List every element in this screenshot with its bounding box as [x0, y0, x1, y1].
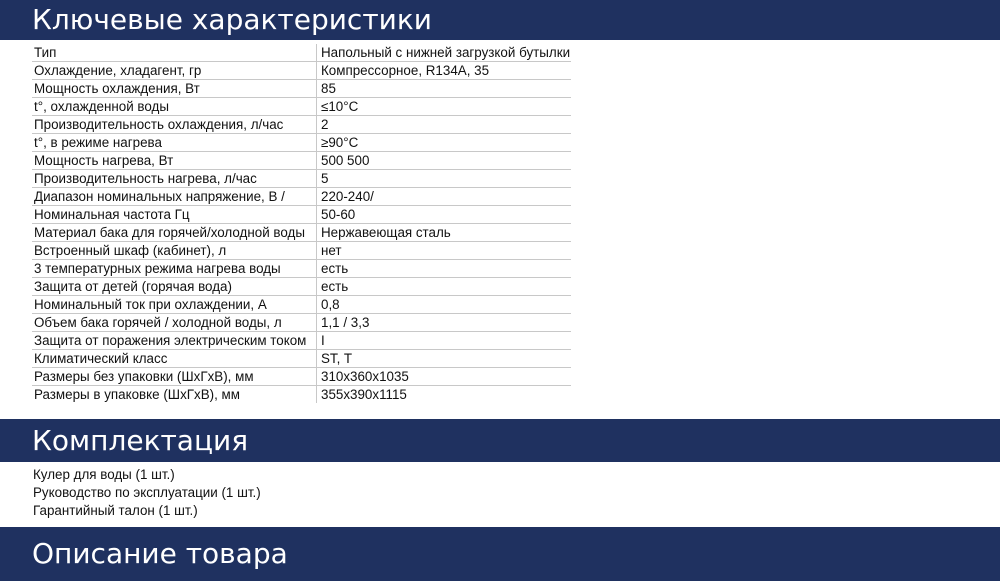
spec-key: Мощность охлаждения, Вт [32, 80, 317, 98]
spec-row [32, 386, 571, 404]
spec-row [32, 152, 571, 170]
spec-value: 500 500 [317, 152, 572, 170]
spec-key: Климатический класс [32, 350, 317, 368]
spec-key: Материал бака для горячей/холодной воды [32, 224, 317, 242]
spec-row [32, 170, 571, 188]
spec-value: 355x390x1115 [321, 387, 407, 402]
spec-row [32, 368, 571, 386]
spec-row [32, 242, 571, 260]
spec-value: есть [317, 260, 572, 278]
spec-key: Защита от детей (горячая вода) [32, 278, 317, 296]
spec-value: I [317, 332, 572, 350]
kit-section-title: Комплектация [32, 423, 249, 457]
spec-key: Номинальный ток при охлаждении, А [32, 296, 317, 314]
spec-key: Номинальная частота Гц [32, 206, 317, 224]
spec-value: нет [317, 242, 572, 260]
spec-key: Производительность нагрева, л/час [32, 170, 317, 188]
spec-key: Встроенный шкаф (кабинет), л [32, 242, 317, 260]
spec-value: ST, T [317, 350, 572, 368]
spec-key: t°, в режиме нагрева [32, 134, 317, 152]
spec-row [32, 116, 571, 134]
spec-key: Размеры без упаковки (ШхГхВ), мм [32, 368, 317, 386]
kit-item: Гарантийный талон (1 шт.) [33, 503, 198, 518]
description-section-header [0, 527, 1000, 581]
spec-value: есть [317, 278, 572, 296]
spec-value: 310x360x1035 [317, 368, 572, 386]
spec-value: Нержавеющая сталь [317, 224, 572, 242]
spec-row [32, 260, 571, 278]
kit-list [33, 466, 261, 520]
kit-item: Руководство по эксплуатации (1 шт.) [33, 485, 261, 500]
spec-key: Охлаждение, хладагент, гр [32, 62, 317, 80]
description-section-title: Описание товара [32, 537, 288, 570]
spec-key: t°, охлажденной воды [32, 98, 317, 116]
spec-key: Мощность нагрева, Вт [32, 152, 317, 170]
spec-value: 50-60 [317, 206, 572, 224]
spec-key: 3 температурных режима нагрева воды [32, 260, 317, 278]
spec-row [32, 332, 571, 350]
specs-table [32, 44, 571, 403]
spec-value: 85 [317, 80, 572, 98]
spec-value: 1,1 / 3,3 [317, 314, 572, 332]
spec-row [32, 278, 571, 296]
specs-section-header [0, 0, 1000, 40]
spec-key: Защита от поражения электрическим током [32, 332, 317, 350]
spec-key: Производительность охлаждения, л/час [32, 116, 317, 134]
spec-row [32, 188, 571, 206]
spec-row [32, 44, 571, 62]
spec-value: Напольный с нижней загрузкой бутылки [317, 44, 572, 62]
specs-section-title: Ключевые характеристики [32, 3, 432, 36]
spec-row [32, 206, 571, 224]
spec-row [32, 62, 571, 80]
spec-key: Объем бака горячей / холодной воды, л [32, 314, 317, 332]
kit-item: Кулер для воды (1 шт.) [33, 467, 175, 482]
spec-row [32, 134, 571, 152]
spec-row [32, 296, 571, 314]
spec-value: Компрессорное, R134A, 35 [317, 62, 572, 80]
kit-section-header [0, 419, 1000, 462]
spec-row [32, 224, 571, 242]
spec-value: 5 [317, 170, 572, 188]
spec-key: Тип [32, 44, 317, 62]
spec-key: Размеры в упаковке (ШхГхВ), мм [32, 386, 317, 404]
spec-row [32, 350, 571, 368]
spec-row [32, 80, 571, 98]
spec-row [32, 98, 571, 116]
spec-key: Диапазон номинальных напряжение, В / [32, 188, 317, 206]
spec-value: 2 [317, 116, 572, 134]
spec-value: 220-240/ [317, 188, 572, 206]
spec-row [32, 314, 571, 332]
spec-value: 0,8 [317, 296, 572, 314]
spec-value: ≤10°C [317, 98, 572, 116]
spec-value: ≥90°C [317, 134, 572, 152]
